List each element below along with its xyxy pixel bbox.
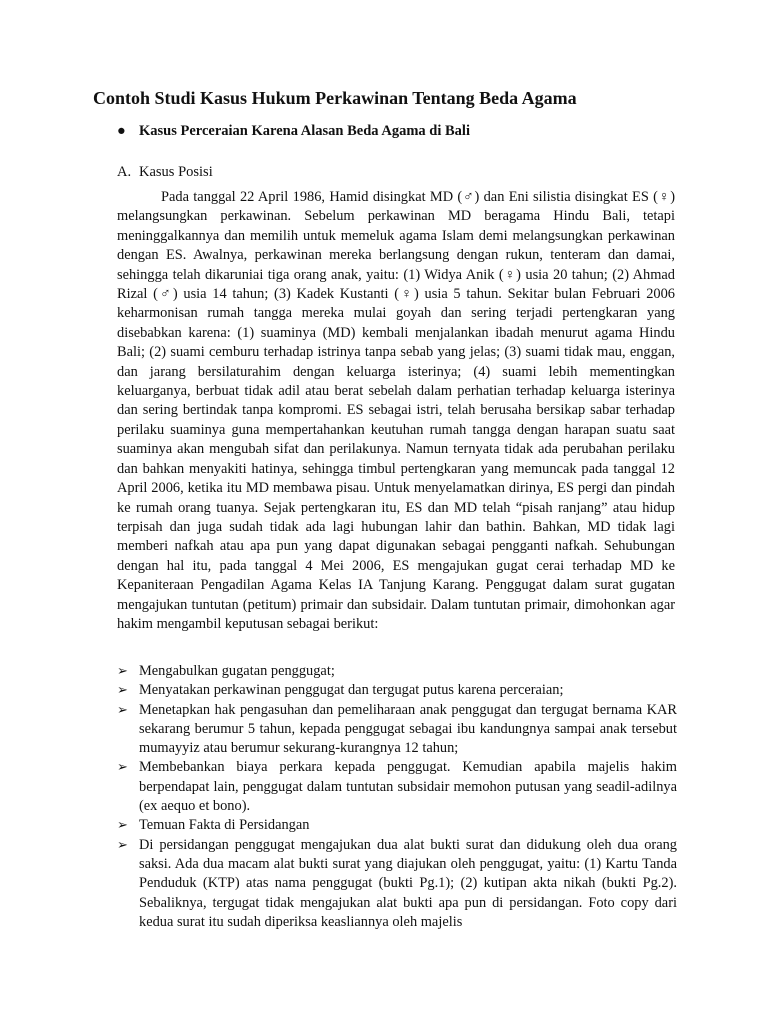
claims-list bbox=[117, 662, 677, 932]
list-item bbox=[117, 758, 677, 816]
list-item bbox=[117, 701, 677, 759]
section-heading bbox=[117, 162, 213, 182]
document-title: Contoh Studi Kasus Hukum Perkawinan Tentang Beda Agama bbox=[93, 88, 577, 108]
list-item-text: Menetapkan hak pengasuhan dan pemeliharaan anak penggugat dan tergugat bernama KAR sekarang berumur 5 tahun, kepada penggugat sebagai ibu kandungnya sampai anak tersebut mumayyiz atau berumur sekurang-kurangnya 12 tahun; bbox=[139, 701, 677, 757]
list-item-text: Di persidangan penggugat mengajukan dua alat bukti surat dan didukung oleh dua orang saksi. Ada dua macam alat bukti surat yang diajukan oleh penggugat, yaitu: (1) Kartu Tanda Penduduk (KTP) atas nama penggugat (bukti Pg.1); (2) kutipan akta nikah (bukti Pg.2). Sebaliknya, tergugat tidak mengajukan alat bukti apa pun di persidangan. Foto copy dari kedua surat itu sudah diperiksa keasliannya oleh majelis bbox=[139, 836, 677, 930]
list-item bbox=[117, 836, 677, 932]
bullet-icon: ● bbox=[117, 123, 126, 139]
section-letter: A. bbox=[117, 164, 132, 180]
case-heading bbox=[117, 121, 677, 141]
list-item-text: Membebankan biaya perkara kepada penggugat. Kemudian apabila majelis hakim berpendapat lain, penggugat dalam tuntutan subsidair memohon putusan yang seadil-adilnya (ex aequo et bono). bbox=[139, 759, 677, 815]
arrowhead-icon: ➢ bbox=[117, 818, 128, 834]
list-item-text: Temuan Fakta di Persidangan bbox=[139, 817, 310, 834]
list-item bbox=[117, 662, 677, 681]
list-item bbox=[117, 816, 677, 835]
arrowhead-icon: ➢ bbox=[117, 760, 128, 776]
arrowhead-icon: ➢ bbox=[117, 702, 128, 718]
list-item-text: Mengabulkan gugatan penggugat; bbox=[139, 663, 335, 679]
case-heading-text: Kasus Perceraian Karena Alasan Beda Agama di Bali bbox=[139, 123, 470, 139]
list-item-text: Menyatakan perkawinan penggugat dan tergugat putus karena perceraian; bbox=[139, 682, 564, 699]
list-item bbox=[117, 681, 677, 700]
arrowhead-icon: ➢ bbox=[117, 664, 128, 679]
arrowhead-icon: ➢ bbox=[117, 683, 128, 699]
arrowhead-icon: ➢ bbox=[117, 837, 128, 853]
case-position-paragraph bbox=[117, 188, 675, 634]
section-title: Kasus Posisi bbox=[139, 164, 213, 180]
paragraph-text: Pada tanggal 22 April 1986, Hamid disingkat MD (♂) dan Eni silistia disingkat ES (♀) melangsungkan perkawinan. Sebelum perkawinan MD beragama Hindu Bali, tetapi meninggalkannya dan memilih untuk memeluk agama Islam demi melangsungkan perkawinan dengan ES. Awalnya, perkawinan mereka berlangsung dengan rukun, tenteram dan damai, sehingga telah dikaruniai tiga orang anak, yaitu: (1) Widya Anik (♀) usia 20 tahun; (2) Ahmad Rizal (♂) usia 14 tahun; (3) Kadek Kustanti (♀) usia 5 tahun. Sekitar bulan Februari 2006 keharmonisan rumah tangga mereka mulai goyah dan sering terjadi pertengkaran yang disebabkan karena: (1) suaminya (MD) kembali menjalankan ibadah menurut agama Hindu Bali; (2) suami cemburu terhadap istrinya tanpa sebab yang jelas; (3) suami tidak mau, enggan, dan jarang bersilaturahim dengan keluarga isterinya; (4) suami lebih mementingkan keluarganya, berbuat tidak adil atau berat sebelah dalam perhatian terhadap keluarga isterinya dan sering bertindak tanpa kompromi. ES sebagai istri, telah berusaha bersikap sabar terhadap perilaku suaminya guna mempertahankan keutuhan rumah tangga dengan harapan suatu saat suaminya akan mengubah sifat dan perilakunya. Namun ternyata tidak ada perubahan perilaku dan bahkan menyakiti hatinya, sehingga timbul pertengkaran yang memuncak pada tanggal 12 April 2006, ketika itu MD membawa pisau. Untuk menyelamatkan dirinya, ES pergi dan pindah ke rumah orang tuanya. Sejak pertengkaran itu, ES dan MD telah “pisah ranjang” atau hidup terpisah dan juga sudah tidak ada lagi hubungan lahir dan bathin. Bahkan, MD tidak lagi memberi nafkah atau apa pun yang dapat digunakan sebagai pengganti nafkah. Sehubungan dengan hal itu, pada tanggal 4 Mei 2006, ES mengajukan gugat cerai terhadap MD ke Kepaniteraan Pengadilan Agama Kelas IA Tanjung Karang. Penggugat dalam surat gugatan mengajukan tuntutan (petitum) primair dan subsidair. Dalam tuntutan primair, dimohonkan agar hakim mengambil keputusan sebagai berikut: bbox=[117, 189, 675, 632]
